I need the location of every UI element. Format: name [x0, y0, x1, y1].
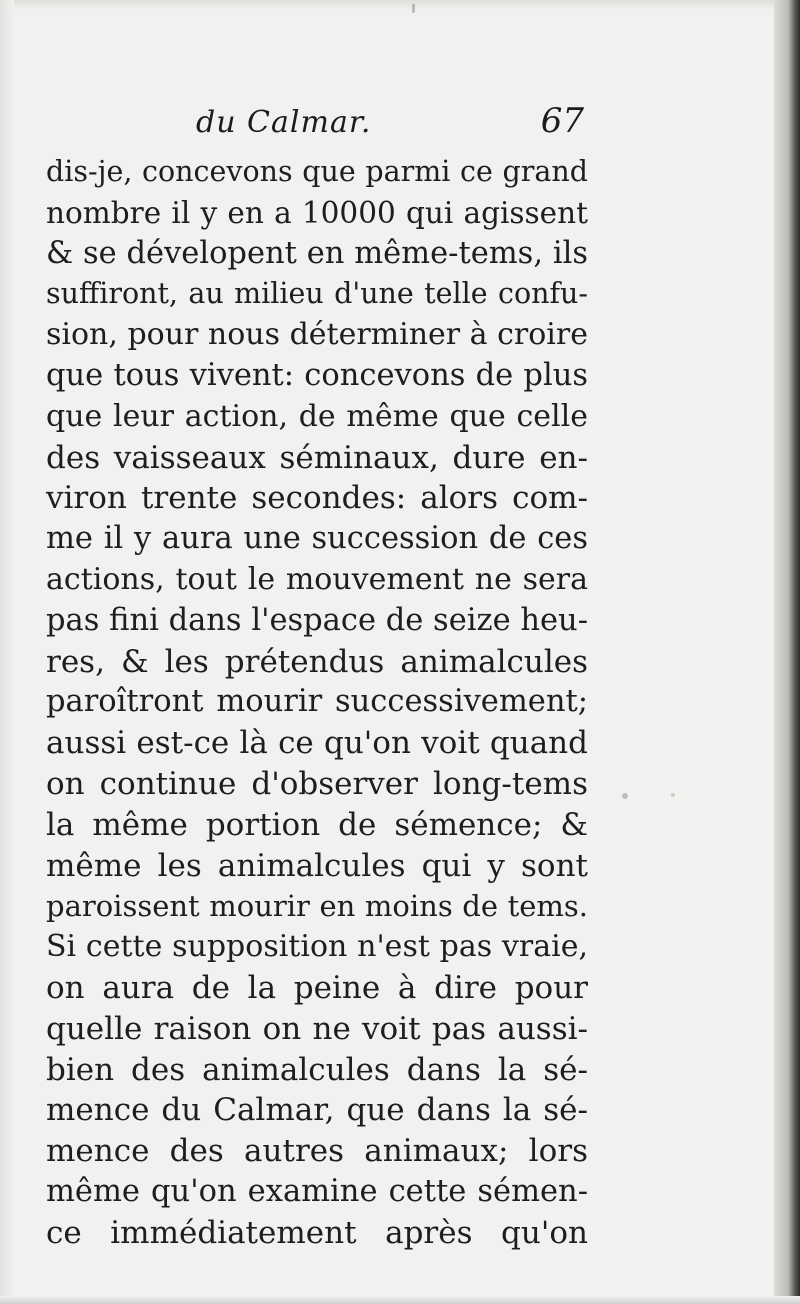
text-line: on continue d'observer long-tems: [46, 765, 588, 802]
text-line: dis-je, concevons que parmi ce grand: [46, 155, 588, 188]
running-head: du Calmar.: [196, 105, 372, 140]
text-line: ce immédiatement après qu'on: [46, 1214, 588, 1251]
text-line: Si cette supposition n'est pas vraie,: [46, 929, 588, 965]
text-line: & se dévelopent en même-tems, ils: [46, 235, 588, 271]
page-bottom-edge: [0, 1296, 800, 1304]
body-text: [46, 152, 588, 1254]
text-line: sion, pour nous déterminer à croire: [46, 317, 588, 353]
text-line: mence du Calmar, que dans la sé-: [46, 1092, 588, 1129]
text-line: paroîtront mourir successivement;: [46, 684, 588, 720]
text-line: même les animalcules qui y sont: [46, 847, 588, 884]
text-line: paroissent mourir en moins de tems.: [46, 889, 588, 924]
text-line: pas fini dans l'espace de seize heu-: [46, 602, 588, 638]
text-line: me il y aura une succession de ces: [46, 521, 588, 557]
text-line: suffiront, au milieu d'une telle confu-: [46, 277, 588, 311]
paper-speck: [622, 793, 628, 799]
text-line: res, & les prétendus animalcules: [46, 643, 588, 680]
text-line: on aura de la peine à dire pour: [46, 969, 588, 1006]
text-line: mence des autres animaux; lors: [46, 1133, 588, 1170]
text-line: actions, tout le mouvement ne sera: [46, 561, 588, 597]
text-line: même qu'on examine cette sémen-: [46, 1173, 588, 1209]
paper-speck: [412, 4, 415, 13]
text-line: quelle raison on ne voit pas aussi-: [46, 1010, 588, 1047]
page-left-edge: [0, 0, 14, 1304]
page-top-shadow: [0, 0, 800, 10]
text-line: aussi est-ce là ce qu'on voit quand: [46, 725, 588, 762]
page-gutter-shadow: [774, 0, 800, 1304]
text-line: que leur action, de même que celle: [46, 398, 588, 434]
page-header: [46, 103, 586, 147]
text-line: nombre il y en a 10000 qui agissent: [46, 195, 588, 230]
text-line: la même portion de sémence; &: [46, 806, 588, 843]
text-line: des vaisseaux séminaux, dure en-: [46, 439, 588, 476]
page-number: 67: [540, 101, 584, 141]
text-line: que tous vivent: concevons de plus: [46, 357, 588, 393]
paper-speck: [671, 793, 675, 797]
text-line: viron trente secondes: alors com-: [46, 480, 588, 517]
text-line: bien des animalcules dans la sé-: [46, 1051, 588, 1088]
